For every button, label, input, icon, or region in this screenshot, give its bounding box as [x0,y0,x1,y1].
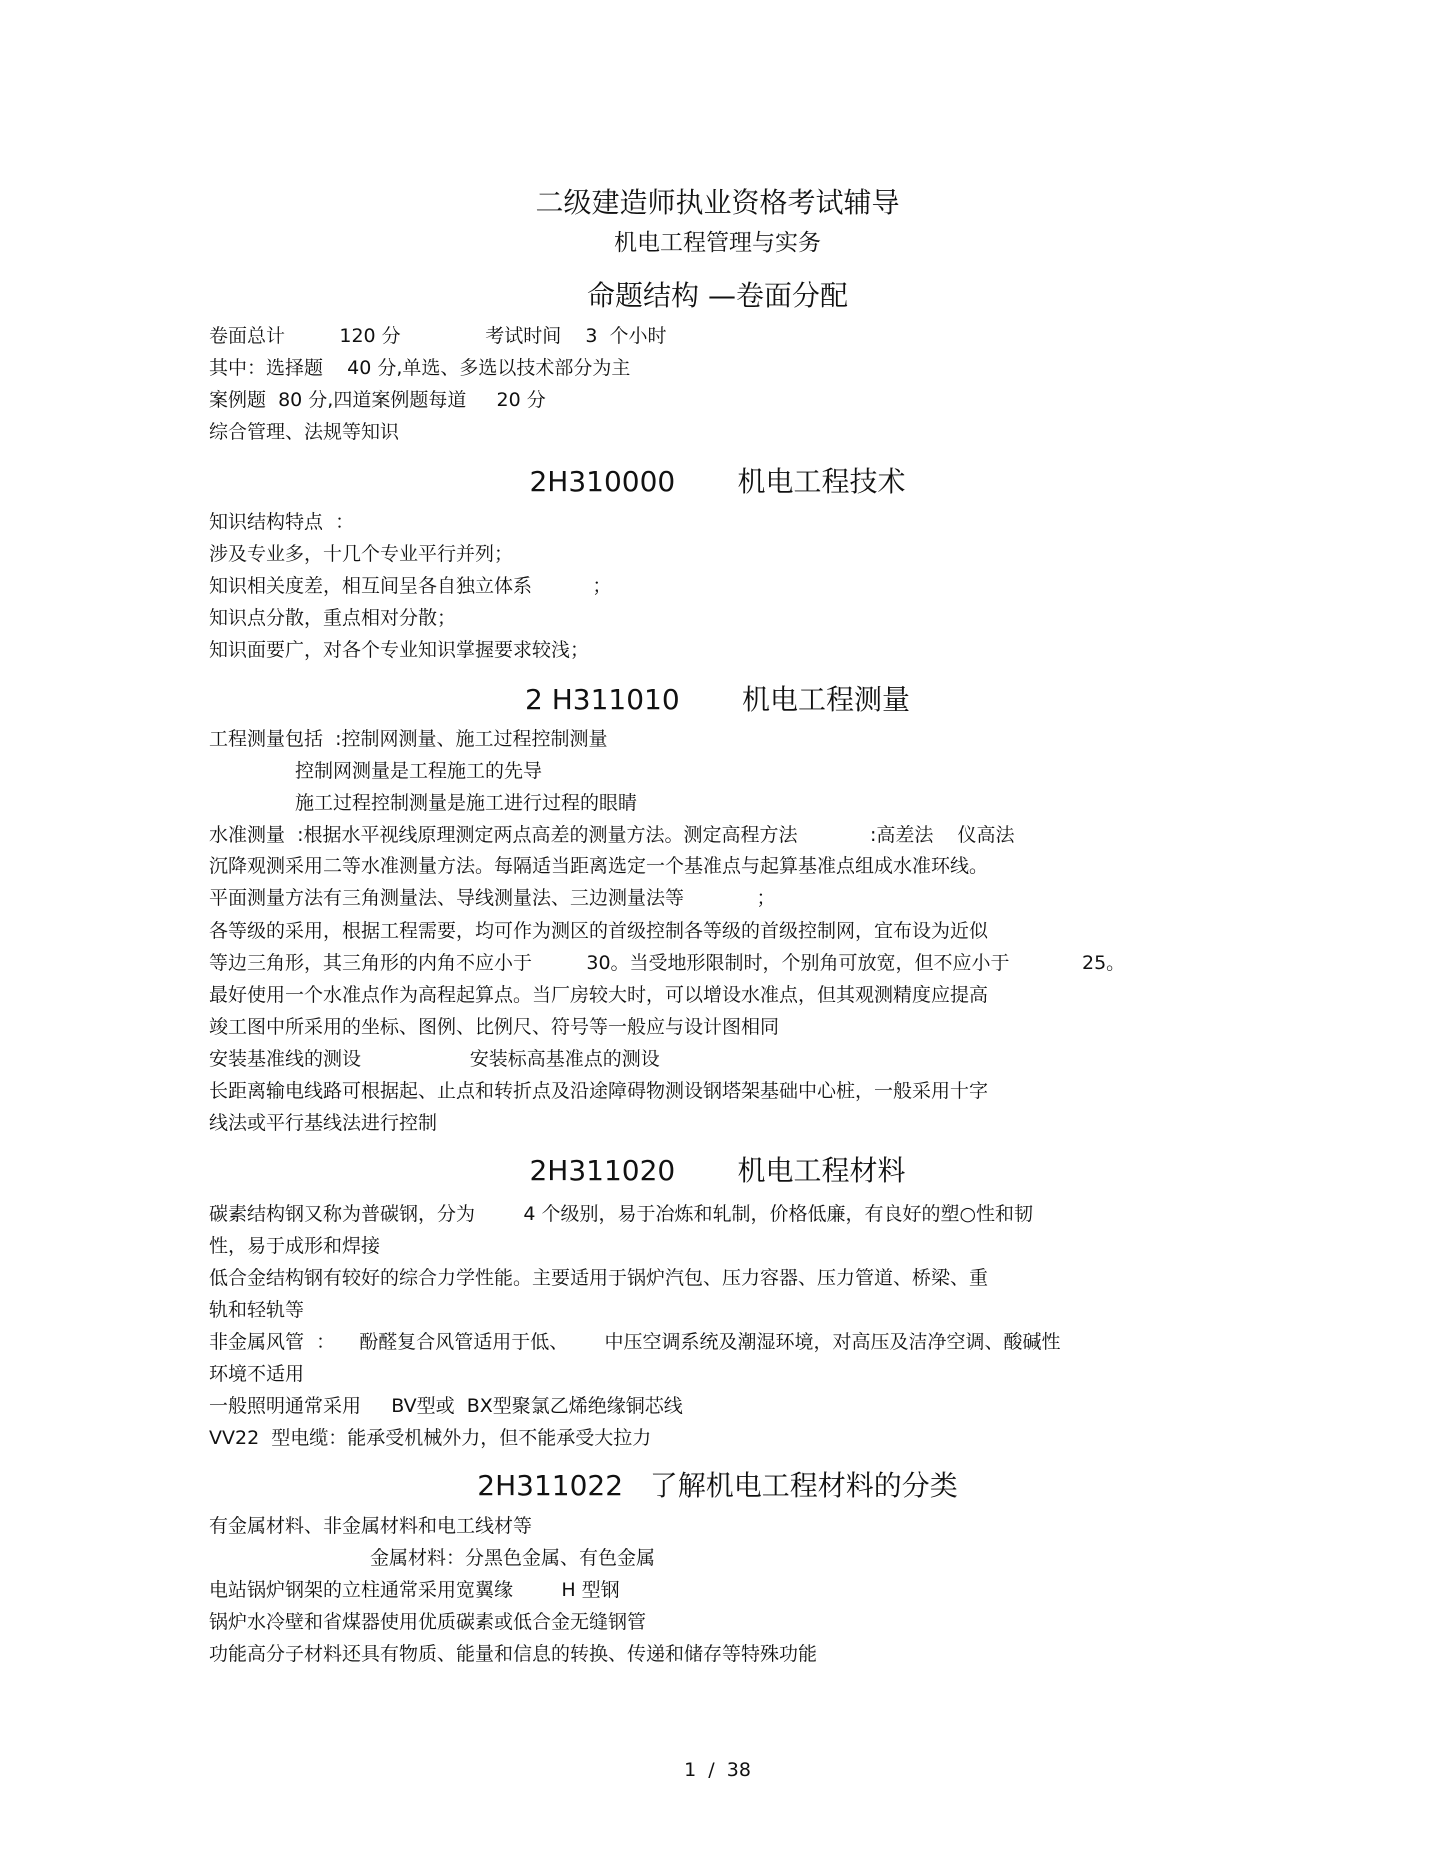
text-line: 各等级的采用，根据工程需要，均可作为测区的首级控制各等级的首级控制网，宜布设为近似 [209,920,989,942]
section-heading-2h311010: 2 H311010 机电工程测量 [525,683,910,716]
text-line: 环境不适用 [209,1363,305,1385]
text-line: 施工过程控制测量是施工进行过程的眼睛 [295,792,638,814]
page-number: 1 / 38 [684,1759,751,1781]
text-line: 长距离输电线路可根据起、止点和转折点及沿途障碍物测设钢塔架基础中心桩，一般采用十字 [209,1080,989,1102]
text-line: 有金属材料、非金属材料和电工线材等 [209,1515,533,1537]
text-line: 锅炉水冷壁和省煤器使用优质碳素或低合金无缝钢管 [209,1611,647,1633]
text-line: 电站锅炉钢架的立柱通常采用宽翼缘 H 型钢 [209,1579,620,1601]
text-line: 沉降观测采用二等水准测量方法。每隔适当距离选定一个基准点与起算基准点组成水准环线。 [209,855,989,877]
text-line: 卷面总计 120 分 考试时间 3 个小时 [209,325,667,347]
text-line: 案例题 80 分,四道案例题每道 20 分 [209,389,546,411]
text-line: 金属材料：分黑色金属、有色金属 [370,1547,656,1569]
document-title: 二级建造师执业资格考试辅导 [535,186,900,219]
text-line: 综合管理、法规等知识 [209,421,400,443]
text-line: 水准测量 :根据水平视线原理测定两点高差的测量方法。测定高程方法 :高差法 仪高法 [209,824,1015,846]
text-line: 知识相关度差，相互间呈各自独立体系 ； [209,575,612,597]
text-line: 竣工图中所采用的坐标、图例、比例尺、符号等一般应与设计图相同 [209,1016,780,1038]
text-line: 知识面要广，对各个专业知识掌握要求较浅； [209,639,590,661]
section-heading-2h310000: 2H310000 机电工程技术 [529,465,906,498]
text-line: 等边三角形，其三角形的内角不应小于 30。当受地形限制时，个别角可放宽，但不应小于 25。 [209,952,1126,974]
section-heading-2h311022: 2H311022 了解机电工程材料的分类 [477,1469,958,1502]
text-line: VV22 型电缆：能承受机械外力，但不能承受大拉力 [209,1427,652,1449]
text-line: 一般照明通常采用 BV型或 BX型聚氯乙烯绝缘铜芯线 [209,1395,683,1417]
text-line: 功能高分子材料还具有物质、能量和信息的转换、传递和储存等特殊功能 [209,1643,818,1665]
text-line: 控制网测量是工程施工的先导 [295,760,543,782]
text-line: 涉及专业多，十几个专业平行并列； [209,543,514,565]
text-line: 线法或平行基线法进行控制 [209,1112,438,1134]
text-line: 知识结构特点 ： [209,511,355,533]
text-line: 最好使用一个水准点作为高程起算点。当厂房较大时，可以增设水准点，但其观测精度应提高 [209,984,989,1006]
section-heading-2h311020: 2H311020 机电工程材料 [529,1154,906,1187]
text-line: 工程测量包括 :控制网测量、施工过程控制测量 [209,728,608,750]
text-line: 非金属风管 ： 酚醛复合风管适用于低、 中压空调系统及潮湿环境，对高压及洁净空调、酸碱性 [209,1331,1061,1353]
text-line: 其中：选择题 40 分,单选、多选以技术部分为主 [209,357,631,379]
text-line: 知识点分散，重点相对分散； [209,607,457,629]
text-line: 平面测量方法有三角测量法、导线测量法、三边测量法等 ； [209,887,776,909]
text-line: 碳素结构钢又称为普碳钢，分为 4 个级别，易于冶炼和轧制，价格低廉，有良好的塑○性和韧 [209,1203,1034,1225]
text-line: 低合金结构钢有较好的综合力学性能。主要适用于锅炉汽包、压力容器、压力管道、桥梁、重 [209,1267,989,1289]
document-subtitle: 机电工程管理与实务 [614,230,821,256]
text-line: 性，易于成形和焊接 [209,1235,381,1257]
text-line: 安装基准线的测设 安装标高基准点的测设 [209,1048,660,1070]
text-line: 轨和轻轨等 [209,1299,305,1321]
section-heading-exam-structure: 命题结构 —卷面分配 [587,279,848,312]
